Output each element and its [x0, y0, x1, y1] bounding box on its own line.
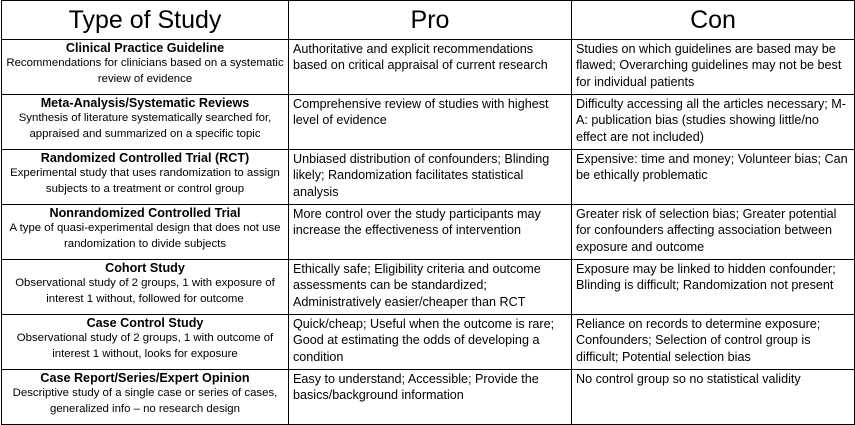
study-type-cell [2, 370, 289, 425]
table-row [2, 40, 855, 95]
con-cell: Difficulty accessing all the articles necessary; M-A: publication bias (studies showing little/no effect are not included) [572, 95, 855, 150]
study-type-cell [2, 315, 289, 370]
study-description: Observational study of 2 groups, 1 with exposure of interest 1 without, followed for outcome [15, 277, 275, 305]
table-row [2, 315, 855, 370]
study-name: Case Report/Series/Expert Opinion [40, 371, 250, 385]
study-type-cell [2, 40, 289, 95]
study-description: Observational study of 2 groups, 1 with outcome of interest 1 without, looks for exposure [16, 332, 274, 360]
header-row [2, 1, 855, 40]
con-cell: Greater risk of selection bias; Greater potential for confounders affecting association between exposure and outcome [572, 205, 855, 260]
study-type-cell [2, 205, 289, 260]
pro-cell: Easy to understand; Accessible; Provide the basics/background information [289, 370, 572, 425]
pro-cell: Authoritative and explicit recommendations based on critical appraisal of current research [289, 40, 572, 95]
study-description: Experimental study that uses randomization to assign subjects to a treatment or control group [10, 167, 280, 195]
table-row [2, 95, 855, 150]
study-type-cell [2, 150, 289, 205]
header-type-of-study: Type of Study [2, 1, 289, 40]
study-name: Case Control Study [86, 316, 204, 330]
pro-cell: Unbiased distribution of confounders; Blinding likely; Randomization facilitates statistical analysis [289, 150, 572, 205]
header-con: Con [572, 1, 855, 40]
pro-cell: Comprehensive review of studies with highest level of evidence [289, 95, 572, 150]
study-name: Nonrandomized Controlled Trial [49, 206, 241, 220]
study-name: Randomized Controlled Trial (RCT) [40, 151, 250, 165]
study-description: Synthesis of literature systematically searched for, appraised and summarized on a specific topic [18, 112, 272, 140]
header-pro: Pro [289, 1, 572, 40]
study-types-table [1, 0, 855, 425]
table-row [2, 150, 855, 205]
con-cell: Studies on which guidelines are based may be flawed; Overarching guidelines may not be best for individual patients [572, 40, 855, 95]
study-name: Cohort Study [105, 261, 185, 275]
con-cell: Reliance on records to determine exposure; Confounders; Selection of control group is difficult; Potential selection bias [572, 315, 855, 370]
study-description: Recommendations for clinicians based on a systematic review of evidence [6, 57, 284, 85]
pro-cell: Ethically safe; Eligibility criteria and outcome assessments can be standardized; Administratively easier/cheaper than RCT [289, 260, 572, 315]
study-type-cell [2, 260, 289, 315]
study-name: Clinical Practice Guideline [65, 41, 225, 55]
table-row [2, 260, 855, 315]
study-type-cell [2, 95, 289, 150]
con-cell: No control group so no statistical validity [572, 370, 855, 425]
pro-cell: Quick/cheap; Useful when the outcome is rare; Good at estimating the odds of developing a condition [289, 315, 572, 370]
study-name: Meta-Analysis/Systematic Reviews [40, 96, 250, 110]
study-description: Descriptive study of a single case or series of cases, generalized info – no research design [12, 387, 278, 415]
table-row [2, 205, 855, 260]
con-cell: Exposure may be linked to hidden confounder; Blinding is difficult; Randomization not present [572, 260, 855, 315]
con-cell: Expensive: time and money; Volunteer bias; Can be ethically problematic [572, 150, 855, 205]
table-row [2, 370, 855, 425]
pro-cell: More control over the study participants may increase the effectiveness of intervention [289, 205, 572, 260]
study-description: A type of quasi-experimental design that does not use randomization to divide subjects [9, 222, 281, 250]
